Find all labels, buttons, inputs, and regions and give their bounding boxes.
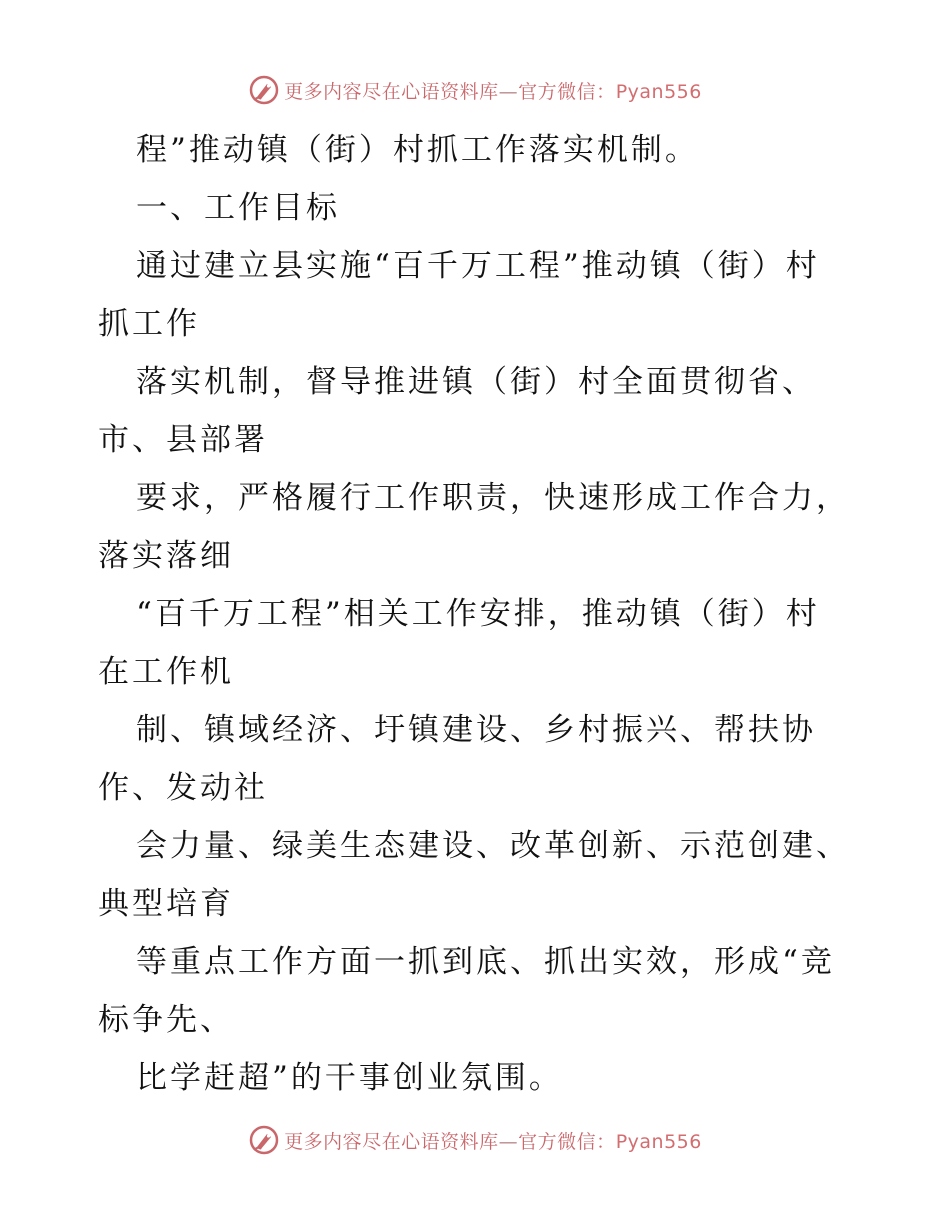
paragraph-line: 会力量、绿美生态建设、改革创新、示范创建、 bbox=[136, 828, 850, 864]
watermark-text bbox=[284, 1127, 702, 1154]
watermark-brand: 更多内容尽在心语资料库 bbox=[284, 80, 499, 103]
watermark-wechat-id: Pyan556 bbox=[615, 1130, 702, 1153]
paragraph-line: “百千万工程”相关工作安排，推动镇（街）村 bbox=[136, 596, 820, 632]
footer-watermark bbox=[0, 1122, 950, 1158]
paragraph-line: 通过建立县实施“百千万工程”推动镇（街）村 bbox=[136, 248, 820, 284]
watermark-wechat-label: 官方微信： bbox=[518, 80, 616, 103]
watermark-brand: 更多内容尽在心语资料库 bbox=[284, 1130, 499, 1153]
watermark-separator: — bbox=[498, 80, 519, 103]
paragraph-line: 标争先、 bbox=[98, 1002, 234, 1038]
paragraph-line: 要求，严格履行工作职责，快速形成工作合力， bbox=[136, 480, 850, 516]
header-watermark bbox=[0, 72, 950, 108]
document-body bbox=[98, 121, 858, 1107]
paragraph-line: 在工作机 bbox=[98, 654, 234, 690]
paragraph-line: 制、镇域经济、圩镇建设、乡村振兴、帮扶协 bbox=[136, 712, 816, 748]
watermark-wechat-label: 官方微信： bbox=[518, 1130, 616, 1153]
paragraph-line: 抓工作 bbox=[98, 306, 200, 342]
watermark-text bbox=[284, 77, 702, 104]
watermark-separator: — bbox=[498, 1130, 519, 1153]
pen-nib-logo-icon bbox=[248, 1124, 280, 1156]
paragraph-line: 典型培育 bbox=[98, 886, 234, 922]
paragraph-line: 落实机制，督导推进镇（街）村全面贯彻省、 bbox=[136, 364, 816, 400]
watermark-wechat-id: Pyan556 bbox=[615, 80, 702, 103]
paragraph-line: 程”推动镇（街）村抓工作落实机制。 bbox=[136, 132, 699, 168]
paragraph-line: 比学赶超”的干事创业氛围。 bbox=[136, 1060, 563, 1096]
paragraph-line: 等重点工作方面一抓到底、抓出实效，形成“竞 bbox=[136, 944, 835, 980]
pen-nib-logo-icon bbox=[248, 74, 280, 106]
paragraph-line: 作、发动社 bbox=[98, 770, 268, 806]
section-heading: 一、工作目标 bbox=[136, 190, 340, 226]
paragraph-line: 市、县部署 bbox=[98, 422, 268, 458]
paragraph-line: 落实落细 bbox=[98, 538, 234, 574]
